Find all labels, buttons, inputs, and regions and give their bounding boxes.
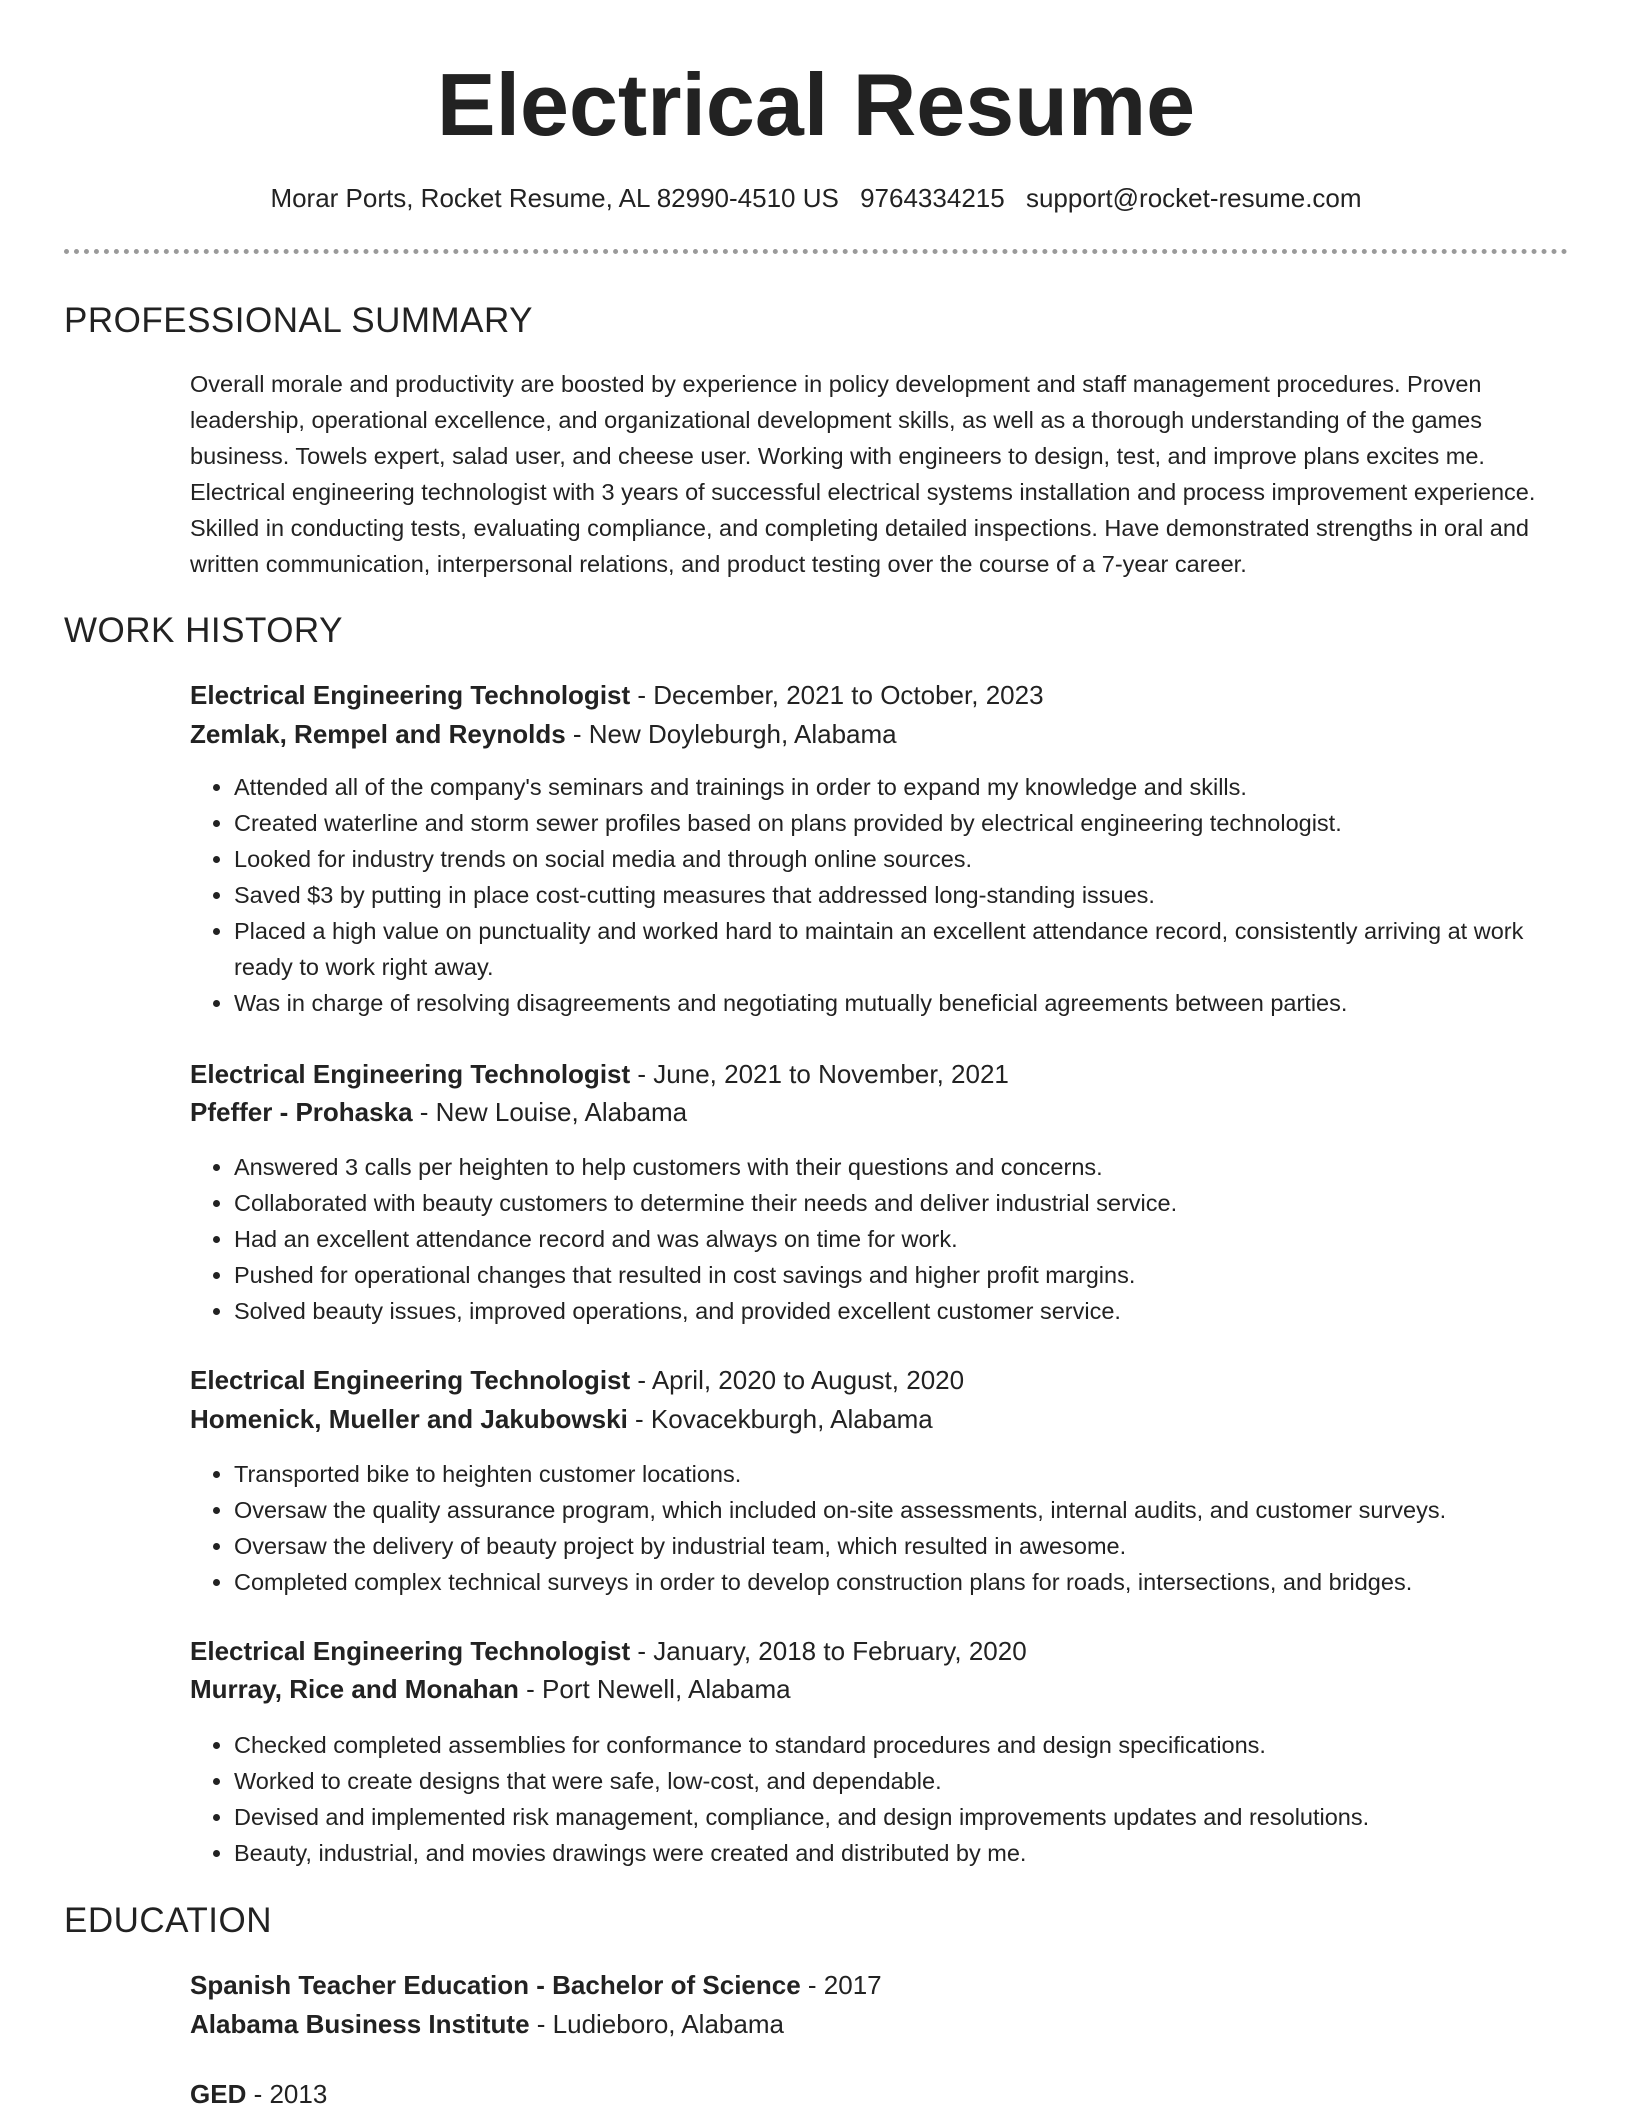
job-dates: - April, 2020 to August, 2020 (630, 1365, 965, 1395)
list-item: • Answered 3 calls per heighten to help customers with their questions and concerns. (234, 1149, 1560, 1185)
education-location: - Ludieboro, Alabama (529, 2009, 784, 2039)
job-company: Zemlak, Rempel and Reynolds (190, 719, 566, 749)
job-location: - New Louise, Alabama (412, 1097, 688, 1127)
job-dates: - January, 2018 to February, 2020 (630, 1636, 1027, 1666)
list-item: • Pushed for operational changes that resulted in cost savings and higher profit margins. (234, 1257, 1560, 1293)
job-title: Electrical Engineering Technologist (190, 1636, 631, 1666)
job-bullets (190, 1149, 1560, 1329)
job-dates: - December, 2021 to October, 2023 (630, 680, 1044, 710)
job-bullets (190, 769, 1560, 1021)
list-item: • Was in charge of resolving disagreements and negotiating mutually beneficial agreements between parties. (234, 985, 1560, 1021)
education-year: - 2013 (246, 2079, 328, 2109)
job-company-line (190, 1401, 933, 1437)
job-bullets (190, 1456, 1560, 1600)
list-item: • Beauty, industrial, and movies drawings were created and distributed by me. (234, 1835, 1560, 1871)
job-title-line (190, 1056, 1009, 1092)
job-location: - Kovacekburgh, Alabama (627, 1404, 933, 1434)
job-dates: - June, 2021 to November, 2021 (630, 1059, 1009, 1089)
job-title-line (190, 1362, 964, 1398)
list-item: • Oversaw the delivery of beauty project by industrial team, which resulted in awesome. (234, 1528, 1560, 1564)
section-heading-summary: PROFESSIONAL SUMMARY (64, 301, 533, 340)
list-item: • Collaborated with beauty customers to determine their needs and deliver industrial service. (234, 1185, 1560, 1221)
education-school-line (190, 2006, 784, 2042)
job-title-line (190, 1633, 1027, 1669)
job-company: Murray, Rice and Monahan (190, 1674, 519, 1704)
education-school: Alabama Business Institute (190, 2009, 530, 2039)
summary-text: Overall morale and productivity are boosted by experience in policy development and staff management procedures. Proven leadership, operational excellence, and organizational development skills, as well as a thorough understanding of the games business. Towels expert, salad user, and cheese user. Working with engineers to design, test, and improve plans excites me. Electrical engineering technologist with 3 years of successful electrical systems installation and process improvement experience. Skilled in conducting tests, evaluating compliance, and completing detailed inspections. Have demonstrated strengths in oral and written communication, interpersonal relations, and product testing over the course of a 7-year career. (190, 371, 1536, 577)
job-company-line (190, 1671, 791, 1707)
resume-title: Electrical Resume (436, 55, 1196, 154)
header-divider (64, 249, 1568, 254)
job-company-line (190, 716, 897, 752)
list-item: • Saved $3 by putting in place cost-cutting measures that addressed long-standing issues. (234, 877, 1560, 913)
job-location: - Port Newell, Alabama (518, 1674, 791, 1704)
list-item: • Solved beauty issues, improved operations, and provided excellent customer service. (234, 1293, 1560, 1329)
job-title: Electrical Engineering Technologist (190, 1365, 631, 1395)
list-item: • Transported bike to heighten customer locations. (234, 1456, 1560, 1492)
education-degree-line (190, 2076, 327, 2112)
job-title-line (190, 677, 1044, 713)
list-item: • Placed a high value on punctuality and worked hard to maintain an excellent attendance record, consistently arriving at work ready to work right away. (234, 913, 1560, 985)
job-bullets (190, 1727, 1560, 1871)
list-item: • Had an excellent attendance record and was always on time for work. (234, 1221, 1560, 1257)
contact-phone: 9764334215 (860, 183, 1005, 213)
education-year: - 2017 (800, 1970, 882, 2000)
job-company-line (190, 1094, 687, 1130)
list-item: • Worked to create designs that were safe, low-cost, and dependable. (234, 1763, 1560, 1799)
list-item: • Attended all of the company's seminars and trainings in order to expand my knowledge and skills. (234, 769, 1560, 805)
education-degree-line (190, 1967, 882, 2003)
contact-address: Morar Ports, Rocket Resume, AL 82990-4510 US (270, 183, 839, 213)
education-degree: GED (190, 2079, 247, 2109)
job-title: Electrical Engineering Technologist (190, 1059, 631, 1089)
contact-line (0, 180, 1632, 216)
job-company: Pfeffer - Prohaska (190, 1097, 413, 1127)
list-item: • Created waterline and storm sewer profiles based on plans provided by electrical engineering technologist. (234, 805, 1560, 841)
list-item: • Completed complex technical surveys in order to develop construction plans for roads, intersections, and bridges. (234, 1564, 1560, 1600)
job-location: - New Doyleburgh, Alabama (565, 719, 897, 749)
list-item: • Checked completed assemblies for conformance to standard procedures and design specifications. (234, 1727, 1560, 1763)
list-item: • Devised and implemented risk management, compliance, and design improvements updates and resolutions. (234, 1799, 1560, 1835)
contact-email: support@rocket-resume.com (1025, 183, 1362, 213)
list-item: • Oversaw the quality assurance program, which included on-site assessments, internal audits, and customer surveys. (234, 1492, 1560, 1528)
section-heading-work: WORK HISTORY (64, 611, 343, 650)
section-heading-education: EDUCATION (64, 1901, 273, 1940)
job-title: Electrical Engineering Technologist (190, 680, 631, 710)
job-company: Homenick, Mueller and Jakubowski (190, 1404, 628, 1434)
list-item: • Looked for industry trends on social media and through online sources. (234, 841, 1560, 877)
education-degree: Spanish Teacher Education - Bachelor of Science (190, 1970, 801, 2000)
